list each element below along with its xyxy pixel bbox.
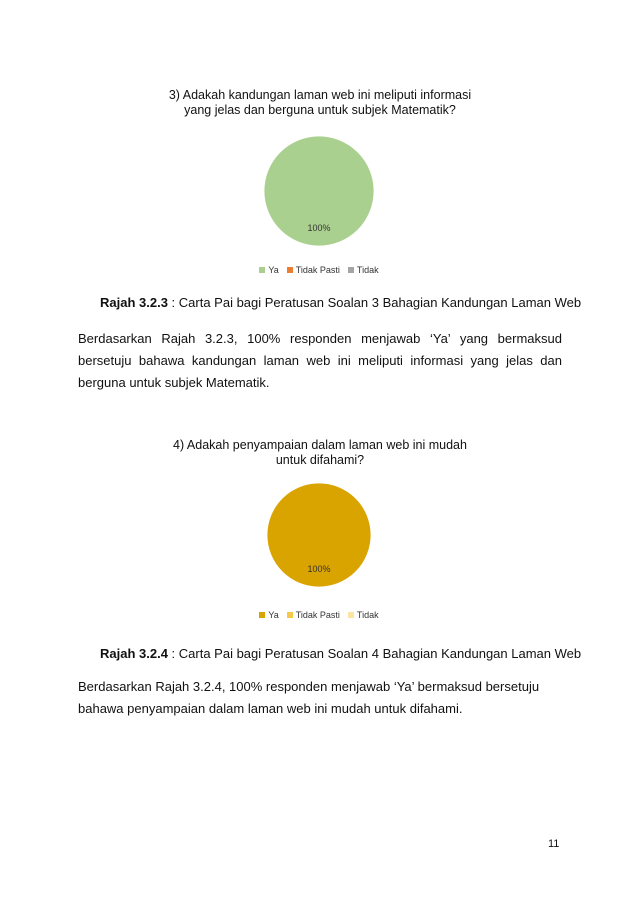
chart2-pie [262, 482, 376, 588]
paragraph-1: Berdasarkan Rajah 3.2.3, 100% responden menjawab ‘Ya’ yang bermaksud bersetuju bahawa kandungan laman web ini meliputi informasi yang jelas dan berguna untuk subjek Matematik. [78, 331, 562, 390]
legend-label: Tidak [356, 610, 379, 620]
caption-1-text: : Carta Pai bagi Peratusan Soalan 3 Bahagian Kandungan Laman Web [167, 295, 582, 310]
chart1-title [120, 88, 520, 118]
legend-item [259, 610, 278, 620]
chart1-pie [259, 135, 379, 247]
chart2-title-line2: untuk difahami? [275, 453, 365, 467]
caption-2-text: : Carta Pai bagi Peratusan Soalan 4 Bahagian Kandungan Laman Web [167, 646, 582, 661]
legend-label: Tidak [356, 265, 379, 275]
caption-1-label: Rajah 3.2.3 [100, 295, 168, 310]
chart2-title-line1: 4) Adakah penyampaian dalam laman web ini mudah [173, 438, 467, 452]
legend-swatch [259, 612, 265, 618]
caption-2-label: Rajah 3.2.4 [100, 646, 168, 661]
caption-1 [100, 295, 581, 310]
chart1-legend [0, 265, 638, 275]
pie-data-label: 100% [307, 564, 331, 574]
page-number: 11 [548, 838, 560, 850]
legend-label: Tidak Pasti [295, 265, 340, 275]
legend-item [287, 610, 340, 620]
legend-item [348, 265, 379, 275]
legend-swatch [348, 267, 354, 273]
paragraph-2: Berdasarkan Rajah 3.2.4, 100% responden menjawab ‘Ya’ bermaksud bersetuju bahawa penyampaian dalam laman web ini mudah untuk difahami. [78, 679, 540, 716]
legend-swatch [259, 267, 265, 273]
chart2-legend [0, 610, 638, 620]
legend-swatch [287, 267, 293, 273]
legend-label: Ya [268, 610, 279, 620]
legend-swatch [348, 612, 354, 618]
chart1-title-line1: 3) Adakah kandungan laman web ini meliputi informasi [168, 88, 472, 102]
caption-2 [100, 646, 581, 661]
legend-item [348, 610, 379, 620]
chart2-title [120, 438, 520, 468]
legend-swatch [287, 612, 293, 618]
legend-label: Tidak Pasti [295, 610, 340, 620]
legend-label: Ya [268, 265, 279, 275]
legend-item [259, 265, 278, 275]
chart1-title-line2: yang jelas dan berguna untuk subjek Matematik? [184, 103, 456, 117]
legend-item [287, 265, 340, 275]
pie-data-label: 100% [307, 223, 331, 233]
